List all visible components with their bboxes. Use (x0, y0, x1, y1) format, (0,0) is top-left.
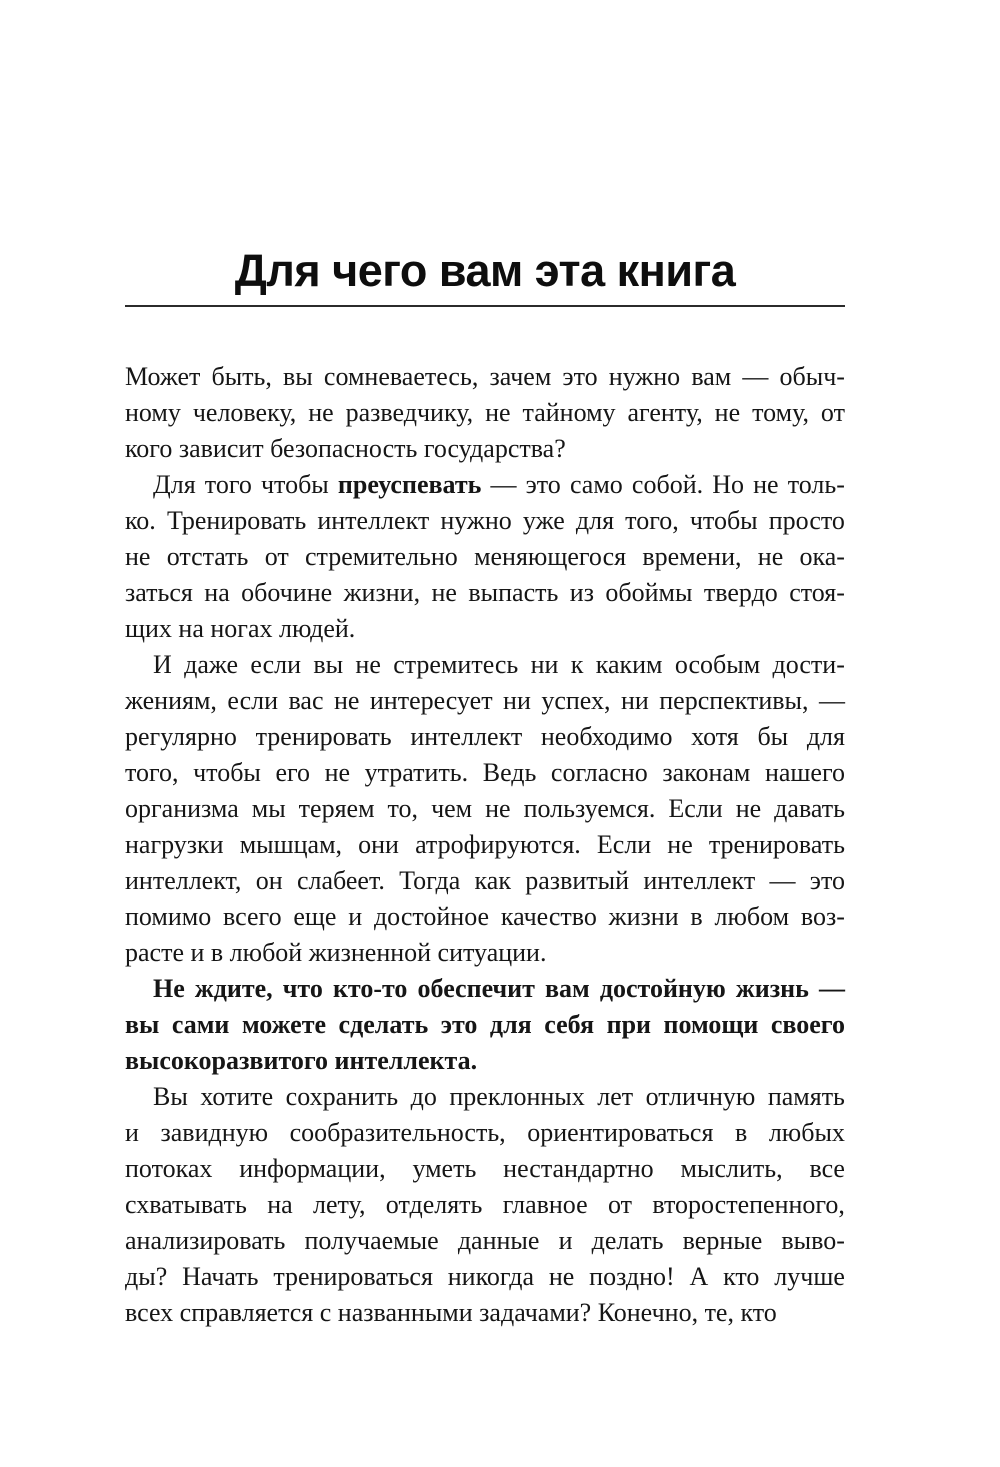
word: — (769, 866, 796, 895)
word: обоймы (605, 578, 693, 607)
word: что (282, 974, 323, 1003)
chapter-title: Для чего вам эта книга (234, 245, 736, 297)
paragraph (125, 647, 845, 971)
word: чем (431, 794, 473, 823)
paragraph (125, 1079, 845, 1331)
word: если (250, 650, 301, 679)
word: помимо (125, 902, 212, 931)
word: все (809, 1154, 845, 1183)
word: лет (597, 1082, 634, 1111)
word: отстать (166, 542, 249, 571)
word: интересует (369, 686, 493, 715)
text-line (125, 1115, 845, 1151)
word: сохранить (285, 1082, 399, 1111)
text-line (125, 827, 845, 863)
word: интеллект (643, 866, 756, 895)
word: особым (674, 650, 761, 679)
word: собой. (631, 470, 704, 499)
word: само (569, 470, 623, 499)
word: не (485, 794, 511, 823)
word: заться (125, 578, 193, 607)
text-line (125, 935, 845, 971)
word: агенту, (627, 398, 703, 427)
word: согласно (550, 758, 648, 787)
text-line (125, 1223, 845, 1259)
word: не (714, 398, 741, 427)
word: выпасть (468, 578, 559, 607)
word: не (324, 758, 351, 787)
word: себя (544, 1010, 595, 1039)
word: делать (591, 1226, 664, 1255)
word: вы (313, 650, 344, 679)
word: Если (596, 830, 652, 859)
word: любых (768, 1118, 845, 1147)
word: мышцам, (239, 830, 343, 859)
word: атрофируются. (415, 830, 581, 859)
word: и (558, 1226, 573, 1255)
word: не (308, 398, 334, 427)
word: обыч- (779, 362, 845, 391)
word: кто (723, 1262, 760, 1291)
text-line (125, 395, 845, 431)
text-line (125, 791, 845, 827)
word: это (809, 866, 845, 895)
word: — (819, 686, 845, 715)
word: стремитесь (393, 650, 519, 679)
word: ды? (125, 1262, 168, 1291)
word: давать (774, 794, 845, 823)
word: ждите, (194, 974, 273, 1003)
word: воз- (800, 902, 845, 931)
word: бы (757, 722, 789, 751)
word: даже (184, 650, 239, 679)
text-line (125, 755, 845, 791)
word: его (275, 758, 311, 787)
word: достойную (599, 974, 726, 1003)
word: верные (682, 1226, 763, 1255)
text-segment: высокоразвитого интеллекта. (125, 1046, 478, 1075)
word: сами (171, 1010, 230, 1039)
word: обочине (241, 578, 333, 607)
word: сомневаетесь, (323, 362, 479, 391)
word: можете (241, 1010, 327, 1039)
word: Начать (182, 1262, 259, 1291)
word: никогда (447, 1262, 535, 1291)
text-segment: кого зависит безопасность государства? (125, 434, 566, 463)
word: И (153, 650, 172, 679)
word: не (485, 398, 511, 427)
word: времени, (642, 542, 742, 571)
word: преуспевать (337, 470, 482, 499)
word: всего (223, 902, 282, 931)
word: стремительно (305, 542, 458, 571)
word: выво- (781, 1226, 845, 1255)
word: если (227, 686, 278, 715)
word: ориентироваться (527, 1118, 714, 1147)
word: тренировать (708, 830, 845, 859)
word: того (204, 470, 252, 499)
word: не (355, 650, 381, 679)
word: для (806, 722, 845, 751)
text-line (125, 1043, 845, 1079)
word: толь- (787, 470, 845, 499)
word: к (570, 650, 584, 679)
word: стоя- (789, 578, 845, 607)
text-line (125, 1295, 845, 1331)
word: организма (125, 794, 239, 823)
word: это (525, 470, 561, 499)
word: любом (714, 902, 790, 931)
word: от (820, 398, 845, 427)
word: слабеет. (296, 866, 385, 895)
word: хотите (200, 1082, 274, 1111)
word: не (753, 470, 779, 499)
text-segment: всех справляется с названными задачами? Конечно, те, кто (125, 1298, 777, 1327)
text-line (125, 1079, 845, 1115)
word: качество (500, 902, 597, 931)
text-line (125, 575, 845, 611)
word: того, (625, 506, 679, 535)
paragraph (125, 359, 845, 467)
word: вам (691, 362, 732, 391)
word: ному (125, 398, 181, 427)
word: жениям, (125, 686, 217, 715)
word: из (569, 578, 594, 607)
word: каким (595, 650, 663, 679)
word: нужно (608, 362, 681, 391)
word: сообразительность, (289, 1118, 506, 1147)
text-line (125, 359, 845, 395)
word: память (767, 1082, 845, 1111)
word: на (267, 1190, 293, 1219)
word: нашего (764, 758, 845, 787)
word: интеллект (410, 722, 523, 751)
text-line (125, 1259, 845, 1295)
word: на (204, 578, 230, 607)
word: это (562, 362, 598, 391)
word: отделять (385, 1190, 483, 1219)
word: не (667, 830, 693, 859)
word: информации, (239, 1154, 386, 1183)
word: при (606, 1010, 652, 1039)
word: чтобы (193, 758, 261, 787)
word: это (440, 1010, 478, 1039)
word: просто (768, 506, 845, 535)
word: в (690, 902, 703, 931)
word: еще (293, 902, 337, 931)
word: обеспечит (417, 974, 535, 1003)
word: хотя (691, 722, 739, 751)
word: анализировать (125, 1226, 286, 1255)
word: то, (387, 794, 419, 823)
word: данные (457, 1226, 540, 1255)
word: достойное (373, 902, 490, 931)
word: того, (125, 758, 179, 787)
word: мы (251, 794, 286, 823)
body-text (125, 359, 845, 1331)
word: своего (770, 1010, 845, 1039)
word: ни (503, 686, 531, 715)
text-line (125, 467, 845, 503)
paragraph (125, 467, 845, 647)
word: жизнь (735, 974, 809, 1003)
word: и (125, 1118, 139, 1147)
word: тому, (752, 398, 809, 427)
word: ока- (799, 542, 845, 571)
word: разведчику, (345, 398, 474, 427)
word: второстепенного, (652, 1190, 845, 1219)
title-divider (125, 305, 845, 307)
word: для (575, 506, 615, 535)
word: Но (712, 470, 745, 499)
text-line (125, 539, 845, 575)
word: не (735, 794, 762, 823)
word: вы (125, 1010, 160, 1039)
word: не (333, 686, 360, 715)
word: не (548, 1262, 575, 1291)
word: регулярно (125, 722, 237, 751)
word: жизни, (343, 578, 421, 607)
word: поздно! (589, 1262, 675, 1291)
word: Тогда (399, 866, 461, 895)
word: как (474, 866, 511, 895)
word: вас (288, 686, 324, 715)
text-segment: расте и в любой жизненной ситуации. (125, 938, 547, 967)
word: зачем (489, 362, 552, 391)
word: успех, (541, 686, 611, 715)
word: завидную (160, 1118, 269, 1147)
word: необходимо (540, 722, 673, 751)
word: не (757, 542, 784, 571)
word: для (489, 1010, 532, 1039)
word: схватывать (125, 1190, 247, 1219)
word: тайному (522, 398, 616, 427)
word: отличную (645, 1082, 756, 1111)
word: утратить. (364, 758, 469, 787)
text-line (125, 971, 845, 1007)
word: жизни (608, 902, 679, 931)
word: до (410, 1082, 437, 1111)
word: кто-то (332, 974, 408, 1003)
word: от (608, 1190, 633, 1219)
text-line (125, 863, 845, 899)
word: Ведь (482, 758, 537, 787)
word: не (431, 578, 457, 607)
word: пользуемся. (523, 794, 656, 823)
word: ни (620, 686, 649, 715)
word: главное (502, 1190, 588, 1219)
word: нагрузки (125, 830, 224, 859)
word: Для (153, 470, 196, 499)
word: вы (283, 362, 313, 391)
word: интеллект (317, 506, 430, 535)
text-line (125, 899, 845, 935)
word: человеку, (192, 398, 297, 427)
word: Не (153, 974, 185, 1003)
text-line (125, 503, 845, 539)
text-segment: щих на ногах людей. (125, 614, 356, 643)
word: Если (668, 794, 723, 823)
word: тренировать (255, 722, 392, 751)
word: не (125, 542, 151, 571)
word: чтобы (689, 506, 758, 535)
word: — (818, 974, 845, 1003)
text-line (125, 431, 845, 467)
text-line (125, 647, 845, 683)
word: преклонных (449, 1082, 585, 1111)
word: Тренировать (166, 506, 307, 535)
text-line (125, 1007, 845, 1043)
paragraph (125, 971, 845, 1079)
word: помощи (663, 1010, 759, 1039)
word: твердо (703, 578, 778, 607)
word: ни (530, 650, 559, 679)
word: ко. (125, 506, 156, 535)
word: уже (522, 506, 565, 535)
text-line (125, 719, 845, 755)
word: Вы (153, 1082, 188, 1111)
word: сделать (338, 1010, 429, 1039)
text-line (125, 1151, 845, 1187)
word: Может (125, 362, 201, 391)
word: интеллект, (125, 866, 242, 895)
word: тренироваться (273, 1262, 433, 1291)
text-line (125, 611, 845, 647)
word: он (255, 866, 283, 895)
word: получаемые (304, 1226, 439, 1255)
word: нужно (440, 506, 512, 535)
word: меняющегося (474, 542, 627, 571)
word: быть, (211, 362, 272, 391)
word: теряем (298, 794, 375, 823)
word: они (358, 830, 399, 859)
word: уметь (412, 1154, 477, 1183)
word: дости- (772, 650, 845, 679)
word: чтобы (260, 470, 329, 499)
text-line (125, 1187, 845, 1223)
word: нестандартно (503, 1154, 654, 1183)
word: — (490, 470, 517, 499)
word: законам (662, 758, 751, 787)
word: А (689, 1262, 709, 1291)
text-line (125, 683, 845, 719)
word: перспективы, (659, 686, 809, 715)
word: — (742, 362, 769, 391)
word: вам (544, 974, 590, 1003)
word: лучше (774, 1262, 845, 1291)
word: потоках (125, 1154, 213, 1183)
word: мыслить, (680, 1154, 783, 1183)
word: в (734, 1118, 748, 1147)
word: от (264, 542, 289, 571)
word: развитый (525, 866, 630, 895)
word: и (348, 902, 363, 931)
word: лету, (313, 1190, 366, 1219)
